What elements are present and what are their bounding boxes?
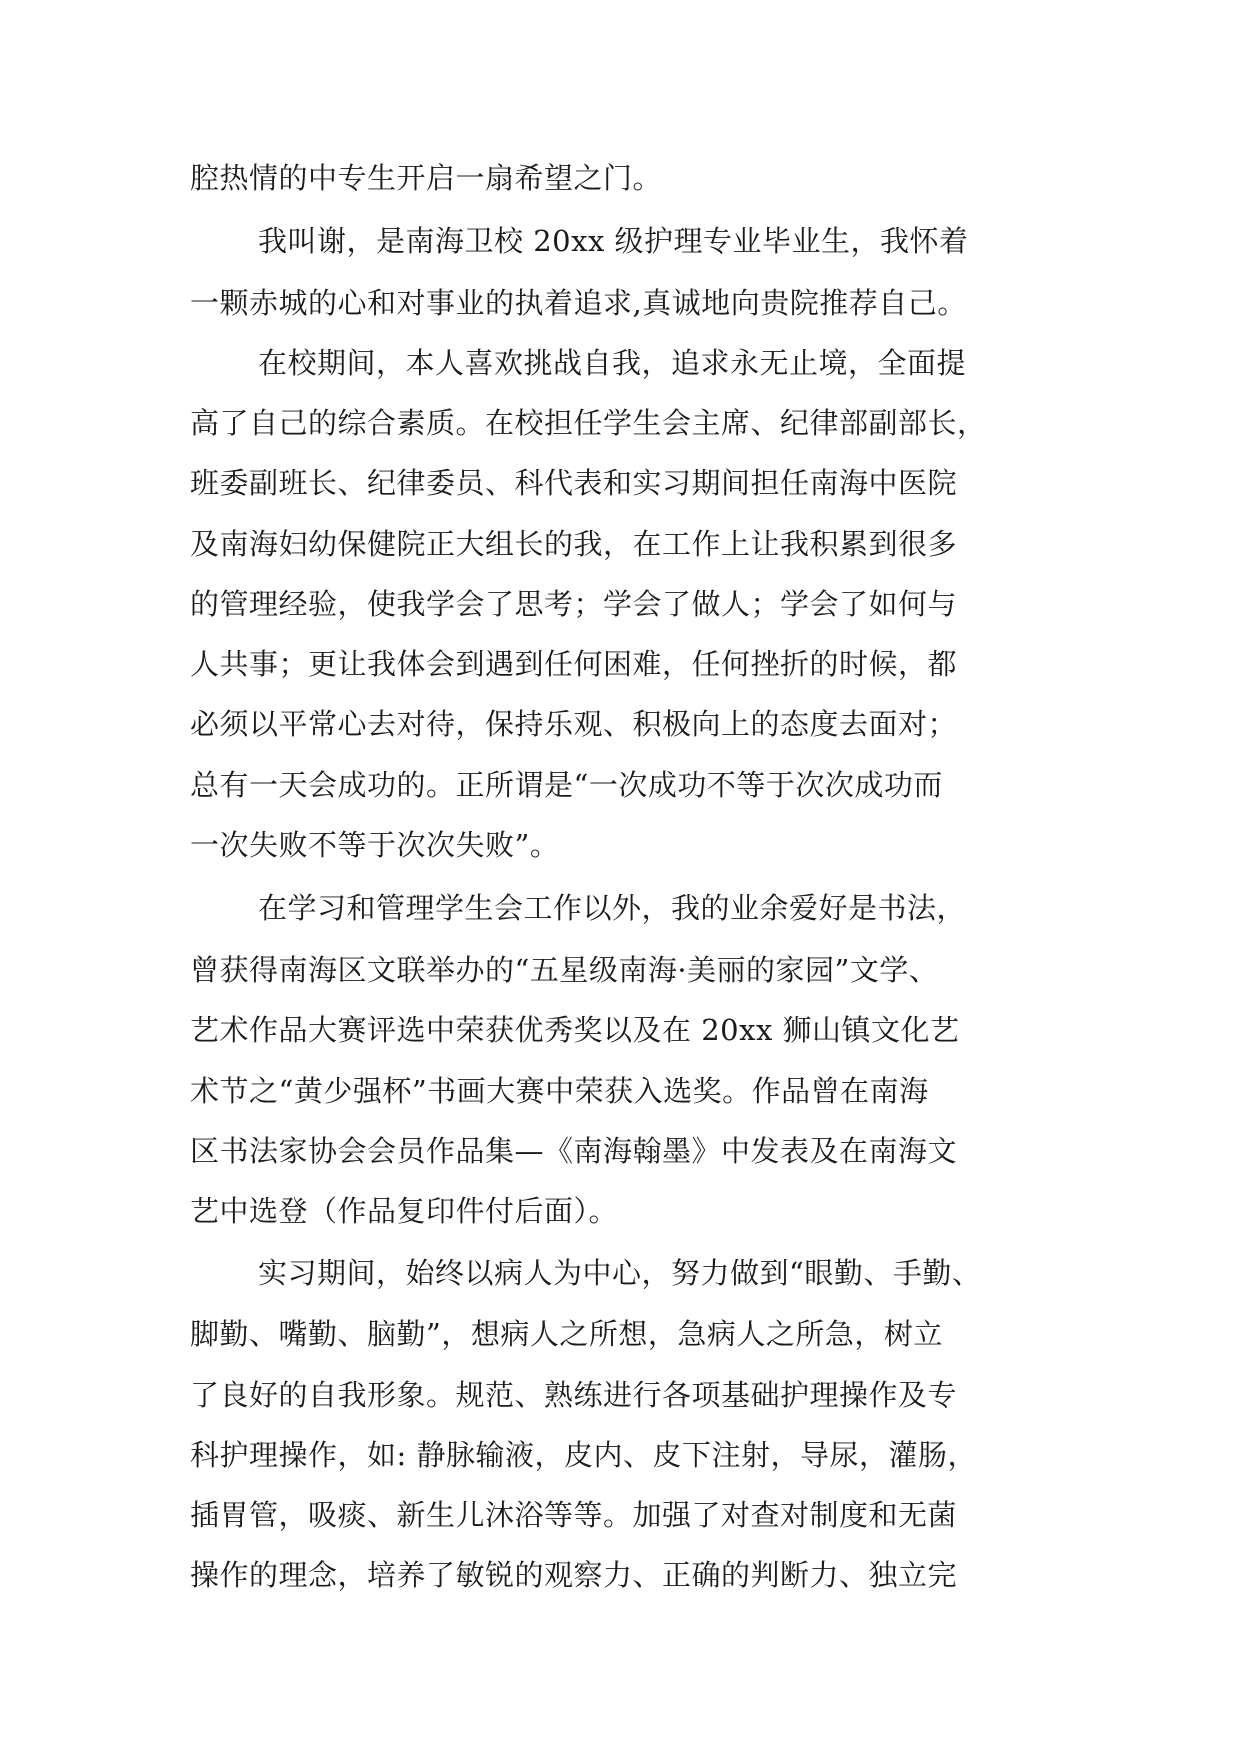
paragraph-line: 的管理经验，使我学会了思考；学会了做人；学会了如何与	[190, 587, 958, 621]
paragraph-line: 班委副班长、纪律委员、科代表和实习期间担任南海中医院	[190, 466, 958, 500]
paragraph-line: 科护理操作，如: 静脉输液，皮内、皮下注射，导尿，灌肠，	[190, 1438, 977, 1472]
paragraph-line: 必须以平常心去对待，保持乐观、积极向上的态度去面对；	[190, 707, 958, 741]
paragraph-line: 脚勤、嘴勤、脑勤”，想病人之所想，急病人之所急，树立	[190, 1317, 943, 1351]
paragraph-line: 高了自己的综合素质。在校担任学生会主席、纪律部副部长，	[190, 406, 987, 440]
paragraph-line: 曾获得南海区文联举办的“五星级南海·美丽的家园”文学、	[190, 953, 939, 987]
paragraph-line: 实习期间，始终以病人为中心，努力做到“眼勤、手勤、	[258, 1256, 982, 1290]
paragraph-line: 艺术作品大赛评选中荣获优秀奖以及在 20xx 狮山镇文化艺	[190, 1013, 960, 1047]
paragraph-line: 插胃管，吸痰、新生儿沐浴等等。加强了对查对制度和无菌	[190, 1498, 958, 1532]
paragraph-line: 一颗赤城的心和对事业的执着追求,真诚地向贵院推荐自己。	[190, 286, 967, 320]
paragraph-line: 总有一天会成功的。正所谓是“一次成功不等于次次成功而	[190, 768, 943, 802]
paragraph-line: 腔热情的中专生开启一扇希望之门。	[190, 161, 663, 195]
paragraph-line: 区书法家协会会员作品集—《南海翰墨》中发表及在南海文	[190, 1134, 958, 1168]
paragraph-line: 操作的理念，培养了敏锐的观察力、正确的判断力、独立完	[190, 1558, 958, 1592]
paragraph-line: 了良好的自我形象。规范、熟练进行各项基础护理操作及专	[190, 1378, 958, 1412]
paragraph-line: 我叫谢，是南海卫校 20xx 级护理专业毕业生，我怀着	[258, 224, 969, 258]
paragraph-line: 人共事；更让我体会到遇到任何困难，任何挫折的时候，都	[190, 647, 958, 681]
paragraph-line: 艺中选登（作品复印件付后面）。	[190, 1194, 619, 1228]
paragraph-line: 在校期间，本人喜欢挑战自我，追求永无止境，全面提	[258, 346, 967, 380]
paragraph-line: 一次失败不等于次次失败”。	[190, 828, 560, 862]
paragraph-line: 及南海妇幼保健院正大组长的我，在工作上让我积累到很多	[190, 527, 958, 561]
paragraph-line: 术节之“黄少强杯”书画大赛中荣获入选奖。作品曾在南海	[190, 1074, 929, 1108]
paragraph-line: 在学习和管理学生会工作以外，我的业余爱好是书法，	[258, 891, 967, 925]
